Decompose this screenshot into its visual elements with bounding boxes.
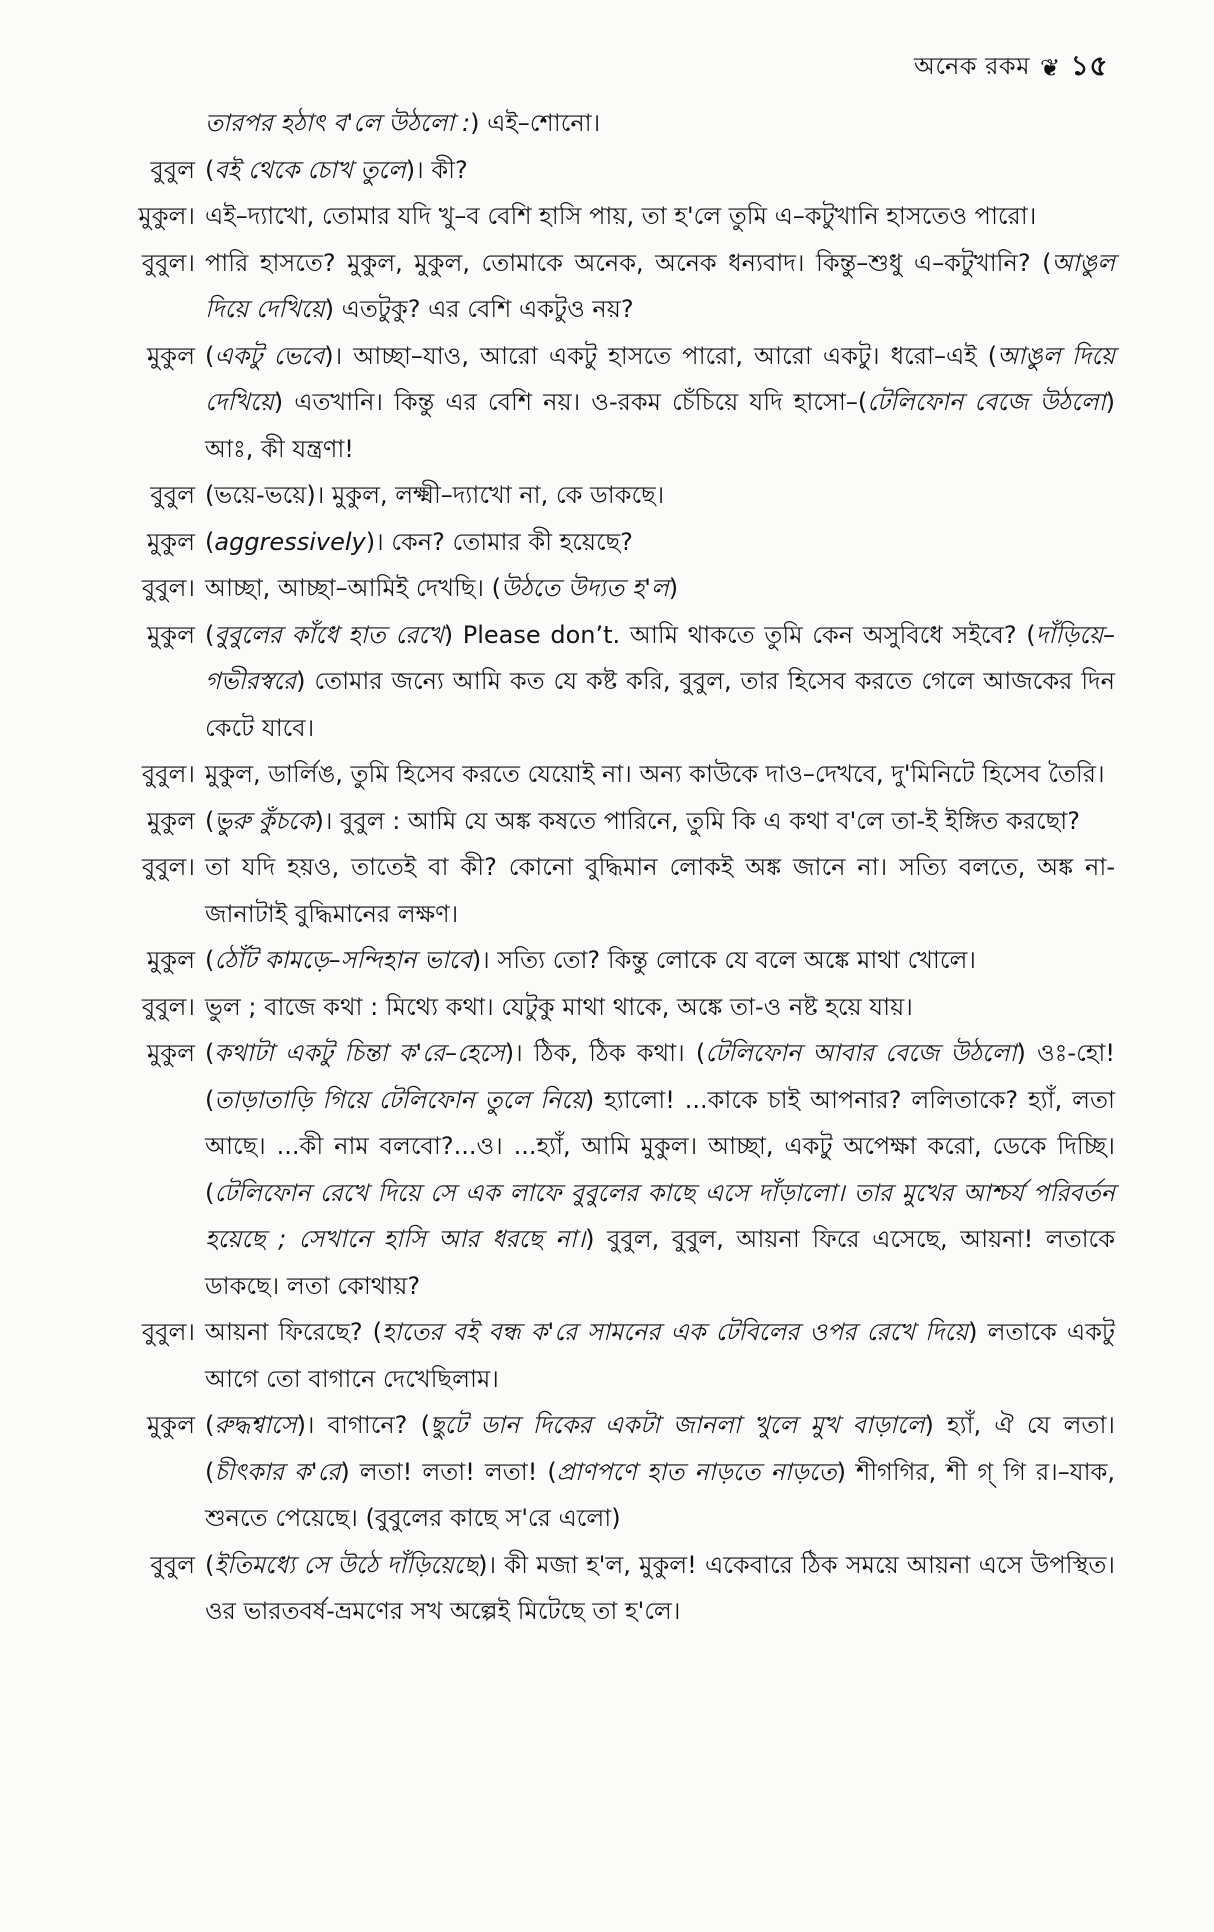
- speech-text: [205, 333, 1115, 473]
- dialogue-entry: [105, 937, 1115, 984]
- spoken-line: (: [205, 946, 215, 974]
- speech-text: [205, 1309, 1115, 1402]
- speaker-name: বুবুল: [150, 1550, 195, 1579]
- stage-direction: প্রাণপণে হাত নাড়তে নাড়তে: [556, 1457, 837, 1486]
- stage-direction: একটু ভেবে: [214, 341, 325, 370]
- dialogue-entry: [105, 751, 1115, 798]
- dialogue-entry: [105, 333, 1115, 473]
- running-head: [914, 44, 1108, 91]
- spoken-line: ) আঃ, কী যন্ত্রণা!: [205, 388, 1115, 463]
- spoken-line: (: [205, 527, 215, 556]
- speaker-name: মুকুল: [146, 946, 195, 974]
- speech-text: [205, 844, 1115, 937]
- stage-direction: আঙুল দিয়ে দেখিয়ে: [205, 248, 1115, 323]
- speech-text: [205, 240, 1115, 333]
- speech-text: [205, 147, 1115, 194]
- speaker-name: বুবুল: [150, 155, 195, 184]
- spoken-line: (: [205, 620, 215, 649]
- spoken-line: ) হ্যালো! ...কাকে চাই আপনার? ললিতাকে? হ্যাঁ, লতা আছে। ...কী নাম বলবো?...ও। ...হ্যাঁ, আমি মুকুল। আচ্ছা, একটু অপেক্ষা করো, ডেকে দিচ্ছি। (: [205, 1085, 1115, 1207]
- spoken-line: (: [205, 1550, 215, 1579]
- spoken-line: ) বুবুল, বুবুল, আয়না ফিরে এসেছে, আয়না! লতাকে ডাকছে। লতা কোথায়?: [205, 1225, 1115, 1300]
- spoken-line: ) লতা! লতা! লতা! (: [340, 1457, 557, 1486]
- speech-text: [205, 100, 1115, 147]
- spoken-line: ) এতটুকু? এর বেশি একটুও নয়?: [324, 295, 634, 323]
- spoken-line: (: [205, 481, 215, 509]
- stage-direction: আঙুল দিয়ে দেখিয়ে: [205, 341, 1115, 416]
- speaker-name: বুবুল।: [141, 248, 195, 277]
- stage-direction: ইতিমধ্যে সে উঠে দাঁড়িয়েছে: [214, 1550, 479, 1579]
- stage-direction: টেলিফোন আবার বেজে উঠলো: [705, 1039, 1017, 1067]
- dialogue-entry: [105, 1542, 1115, 1635]
- spoken-line: )। বাগানে? (: [296, 1411, 430, 1439]
- dialogue-entry: [105, 844, 1115, 937]
- dialogue-entry: [105, 565, 1115, 612]
- spoken-line: আচ্ছা, আচ্ছা–আমিই দেখছি। (: [205, 574, 501, 602]
- speaker-name: মুকুল: [146, 527, 195, 556]
- speaker-name: বুবুল।: [141, 992, 195, 1021]
- spoken-line: )। কী?: [405, 155, 468, 184]
- spoken-line: )। কী মজা হ'ল, মুকুল! একেবারে ঠিক সময়ে আয়না এসে উপস্থিত। ওর ভারতবর্ষ-ভ্রমণের সখ অল্পেই মিটেছে তা হ'লে।: [205, 1550, 1115, 1625]
- speaker-name: মুকুল: [146, 1411, 195, 1439]
- dialogue-entry: [105, 612, 1115, 752]
- stage-direction: ছুটে ডান দিকের একটা জানলা খুলে মুখ বাড়ালে: [429, 1411, 925, 1439]
- stage-direction: টেলিফোন রেখে দিয়ে সে এক লাফে বুবুলের কাছে এসে দাঁড়ালো। তার মুখের আশ্চর্য পরিবর্তন হয়েছে ; সেখানে হাসি আর ধরছে না।: [205, 1178, 1115, 1253]
- stage-direction: aggressively: [214, 527, 366, 556]
- flower-ornament-icon: ❦: [1040, 53, 1061, 82]
- speech-text: [205, 1542, 1115, 1635]
- speech-text: [205, 565, 1115, 612]
- speech-text: [205, 937, 1115, 984]
- speaker-name: বুবুল।: [141, 853, 195, 881]
- speaker-name: বুবুল।: [141, 760, 195, 788]
- book-title: অনেক রকম: [914, 51, 1031, 80]
- spoken-line: ) লতাকে একটু আগে তো বাগানে দেখেছিলাম।: [205, 1318, 1116, 1393]
- speech-text: [205, 519, 1115, 566]
- speaker-name: বুবুল: [150, 481, 195, 509]
- spoken-line: )। মুকুল, লক্ষ্মী–দ্যাখো না, কে ডাকছে।: [306, 481, 665, 509]
- spoken-line: ) হ্যাঁ, ঐ যে লতা। (: [205, 1411, 1115, 1486]
- dialogue-entry: [105, 798, 1115, 845]
- spoken-line: এই–দ্যাখো, তোমার যদি খু–ব বেশি হাসি পায়, তা হ'লে তুমি এ–কটুখানি হাসতেও পারো।: [205, 202, 1037, 230]
- spoken-line: ভুল ; বাজে কথা : মিথ্যে কথা। যেটুকু মাথা থাকে, অঙ্কে তা-ও নষ্ট হয়ে যায়।: [205, 992, 913, 1021]
- spoken-line: ) ওঃ-হো! (: [205, 1039, 1116, 1114]
- stage-direction: বুবুলের কাঁধে হাত রেখে: [214, 620, 444, 649]
- speaker-name: মুকুল: [146, 620, 195, 649]
- spoken-line: মুকুল, ডার্লিঙ, তুমি হিসেব করতে যেয়োই না। অন্য কাউকে দাও–দেখবে, দু'মিনিটে হিসেব তৈরি।: [205, 760, 1105, 788]
- stage-direction: দাঁড়িয়ে–গভীরস্বরে: [205, 620, 1115, 695]
- spoken-line: )। আচ্ছা–যাও, আরো একটু হাসতে পারো, আরো একটু। ধরো–এই (: [324, 341, 998, 370]
- dialogue-entry: [105, 100, 1115, 147]
- speaker-name: বুবুল।: [141, 574, 195, 602]
- speech-text: [205, 751, 1115, 798]
- speech-text: [205, 1030, 1115, 1309]
- dialogue-entry: [105, 984, 1115, 1031]
- stage-direction: ভুরু কুঁচকে: [214, 806, 315, 835]
- dialogue-entry: [105, 240, 1115, 333]
- spoken-line: (: [205, 341, 215, 370]
- spoken-line: ) এই–শোনো।: [470, 109, 601, 137]
- stage-direction: তাড়াতাড়ি গিয়ে টেলিফোন তুলে নিয়ে: [214, 1085, 585, 1114]
- spoken-line: (: [205, 155, 215, 184]
- speaker-name: মুকুল।: [138, 202, 195, 230]
- stage-direction: উঠতে উদ্যত হ'ল: [501, 574, 669, 602]
- spoken-line: ) Please don’t. আমি থাকতে তুমি কেন অসুবিধে সইবে? (: [443, 620, 1036, 649]
- speaker-name: মুকুল: [146, 806, 195, 835]
- dialogue-body: [105, 100, 1115, 1635]
- dialogue-entry: [105, 193, 1115, 240]
- speech-text: [205, 1402, 1115, 1542]
- stage-direction: রুদ্ধশ্বাসে: [214, 1411, 297, 1439]
- spoken-line: ) এতখানি। কিন্তু এর বেশি নয়। ও-রকম চেঁচিয়ে যদি হাসো–(: [273, 388, 868, 416]
- spoken-line: তা যদি হয়ও, তাতেই বা কী? কোনো বুদ্ধিমান লোকই অঙ্ক জানে না। সত্যি বলতে, অঙ্ক না-জানাটাই বুদ্ধিমানের লক্ষণ।: [205, 853, 1115, 928]
- stage-direction: টেলিফোন বেজে উঠলো: [867, 388, 1106, 416]
- dialogue-entry: [105, 1402, 1115, 1542]
- speech-text: [205, 798, 1115, 845]
- spoken-line: )। ঠিক, ঠিক কথা। (: [504, 1039, 706, 1067]
- stage-direction: বই থেকে চোখ তুলে: [214, 155, 406, 184]
- spoken-line: ): [668, 574, 679, 602]
- stage-direction: তারপর হঠাৎ ব'লে উঠলো :: [205, 109, 471, 137]
- page-number: ১৫: [1070, 49, 1108, 82]
- stage-direction: কথাটা একটু চিন্তা ক'রে–হেসে: [214, 1039, 505, 1067]
- dialogue-entry: [105, 472, 1115, 519]
- dialogue-entry: [105, 147, 1115, 194]
- speech-text: [205, 612, 1115, 752]
- spoken-line: )। কেন? তোমার কী হয়েছে?: [365, 527, 633, 556]
- spoken-line: ) তোমার জন্যে আমি কত যে কষ্ট করি, বুবুল, তার হিসেব করতে গেলে আজকের দিন কেটে যাবে।: [205, 667, 1115, 742]
- spoken-line: )। বুবুল : আমি যে অঙ্ক কষতে পারিনে, তুমি কি এ কথা ব'লে তা-ই ইঙ্গিত করছো?: [314, 806, 1080, 835]
- speech-text: [205, 193, 1115, 240]
- spoken-line: )। সত্যি তো? কিন্তু লোকে যে বলে অঙ্কে মাথা খোলে।: [471, 946, 977, 974]
- speaker-name: বুবুল।: [141, 1318, 195, 1346]
- speaker-name: মুকুল: [146, 341, 195, 370]
- spoken-line: পারি হাসতে? মুকুল, মুকুল, তোমাকে অনেক, অনেক ধন্যবাদ। কিন্তু–শুধু এ–কটুখানি? (: [205, 248, 1052, 277]
- dialogue-entry: [105, 1030, 1115, 1309]
- spoken-line: (: [205, 806, 215, 835]
- spoken-line: ) শীগগির, শী গ্ গি র।–যাক, শুনতে পেয়েছে। (বুবুলের কাছে স'রে এলো): [205, 1457, 1115, 1532]
- dialogue-entry: [105, 519, 1115, 566]
- stage-direction: ঠোঁট কামড়ে–সন্দিহান ভাবে: [214, 946, 472, 974]
- spoken-line: আয়না ফিরেছে? (: [205, 1318, 383, 1346]
- speaker-name: মুকুল: [146, 1039, 195, 1067]
- spoken-line: ভয়ে-ভয়ে: [214, 481, 307, 509]
- spoken-line: (: [205, 1411, 215, 1439]
- speech-text: [205, 984, 1115, 1031]
- stage-direction: চীৎকার ক'রে: [214, 1457, 341, 1486]
- dialogue-entry: [105, 1309, 1115, 1402]
- speech-text: [205, 472, 1115, 519]
- spoken-line: (: [205, 1039, 215, 1067]
- stage-direction: হাতের বই বন্ধ ক'রে সামনের এক টেবিলের ওপর রেখে দিয়ে: [382, 1318, 969, 1346]
